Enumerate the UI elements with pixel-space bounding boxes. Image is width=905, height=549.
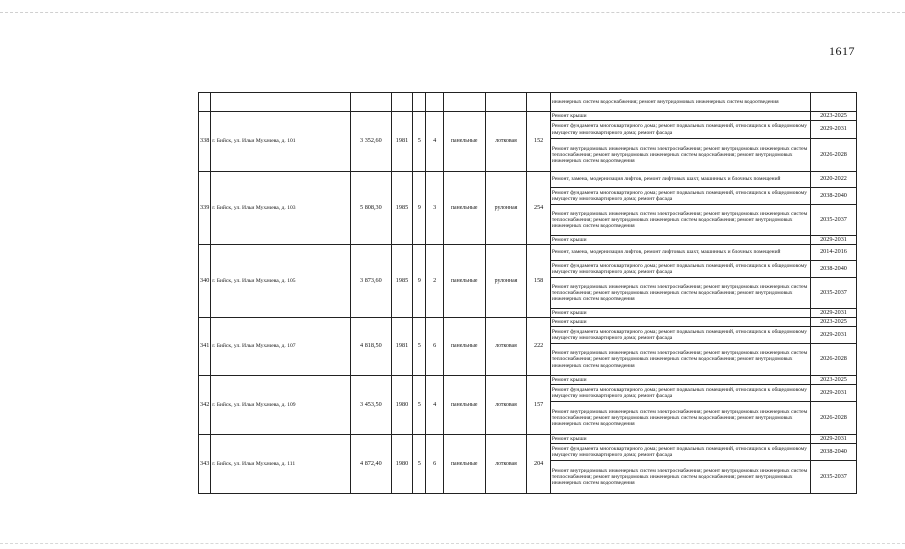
cell-work: Ремонт крыши xyxy=(550,318,810,327)
cell-entrances: 4 xyxy=(426,112,443,172)
cell-roof xyxy=(485,93,527,112)
cell-floors xyxy=(413,93,426,112)
cell-roof: лотковая xyxy=(485,112,527,172)
cell-area: 5 808,30 xyxy=(350,172,391,245)
cell-work: Ремонт фундамента многоквартирного дома; ремонт подвальных помещений, относящихся к общедомовому имуществу многоквартирного дома; ремонт фасада xyxy=(550,327,810,344)
cell-year: 1985 xyxy=(391,245,412,318)
cell-walls: панельные xyxy=(443,172,485,245)
cell-work: Ремонт фундамента многоквартирного дома; ремонт подвальных помещений, относящихся к общедомовому имуществу многоквартирного дома; ремонт фасада xyxy=(550,188,810,205)
cell-work: Ремонт фундамента многоквартирного дома; ремонт подвальных помещений, относящихся к общедомовому имуществу многоквартирного дома; ремонт фасада xyxy=(550,121,810,139)
cell-year: 1980 xyxy=(391,376,412,435)
cell-apartments: 152 xyxy=(527,112,550,172)
cell-area: 3 873,60 xyxy=(350,245,391,318)
cell-floors: 5 xyxy=(413,318,426,376)
cell-work: Ремонт крыши xyxy=(550,236,810,245)
cell-period: 2029-2031 xyxy=(810,435,856,444)
cell-work: Ремонт внутридомовых инженерных систем электроснабжения; ремонт внутридомовых инженерных систем теплоснабжения; ремонт внутридомовых инженерных систем водоснабжения; ремонт внутридомовых инженерных систем водоотведения xyxy=(550,402,810,435)
scan-artifact-bottom xyxy=(0,543,905,544)
cell-period: 2023-2025 xyxy=(810,376,856,385)
cell-apartments: 222 xyxy=(527,318,550,376)
cell-period: 2038-2040 xyxy=(810,444,856,461)
cell-period xyxy=(810,93,856,112)
cell-period: 2029-2031 xyxy=(810,121,856,139)
cell-period: 2035-2037 xyxy=(810,205,856,236)
cell-apartments: 204 xyxy=(527,435,550,494)
cell-walls: панельные xyxy=(443,245,485,318)
table-row-building xyxy=(199,245,857,261)
cell-apartments: 158 xyxy=(527,245,550,318)
cell-year xyxy=(391,93,412,112)
cell-period: 2029-2031 xyxy=(810,309,856,318)
cell-num: 341 xyxy=(199,318,211,376)
page-number: 1617 xyxy=(829,44,855,58)
cell-period: 2029-2031 xyxy=(810,327,856,344)
cell-entrances xyxy=(426,93,443,112)
cell-period: 2023-2025 xyxy=(810,112,856,121)
cell-work: Ремонт крыши xyxy=(550,376,810,385)
cell-period: 2026-2028 xyxy=(810,402,856,435)
cell-period: 2038-2040 xyxy=(810,261,856,278)
cell-num: 343 xyxy=(199,435,211,494)
cell-walls: панельные xyxy=(443,318,485,376)
cell-work: Ремонт внутридомовых инженерных систем электроснабжения; ремонт внутридомовых инженерных систем теплоснабжения; ремонт внутридомовых инженерных систем водоснабжения; ремонт внутридомовых инженерных систем водоотведения xyxy=(550,278,810,309)
cell-address: г. Бийск, ул. Ильи Мухачева, д. 101 xyxy=(211,112,351,172)
cell-period: 2026-2028 xyxy=(810,139,856,172)
cell-floors: 5 xyxy=(413,435,426,494)
cell-address: г. Бийск, ул. Ильи Мухачева, д. 105 xyxy=(211,245,351,318)
cell-floors: 5 xyxy=(413,112,426,172)
cell-floors: 9 xyxy=(413,172,426,245)
cell-period: 2035-2037 xyxy=(810,461,856,494)
cell-address: г. Бийск, ул. Ильи Мухачева, д. 107 xyxy=(211,318,351,376)
cell-work: Ремонт внутридомовых инженерных систем электроснабжения; ремонт внутридомовых инженерных систем теплоснабжения; ремонт внутридомовых инженерных систем водоснабжения; ремонт внутридомовых инженерных систем водоотведения xyxy=(550,139,810,172)
cell-period: 2029-2031 xyxy=(810,236,856,245)
cell-address: г. Бийск, ул. Ильи Мухачева, д. 109 xyxy=(211,376,351,435)
table-row-building xyxy=(199,376,857,385)
repair-program-table xyxy=(198,92,857,494)
cell-roof: лотковая xyxy=(485,376,527,435)
cell-entrances: 6 xyxy=(426,435,443,494)
table-row-carryover xyxy=(199,93,857,112)
scan-artifact-top xyxy=(0,12,905,13)
cell-roof: лотковая xyxy=(485,318,527,376)
table-row-building xyxy=(199,172,857,188)
cell-work: Ремонт крыши xyxy=(550,435,810,444)
cell-num xyxy=(199,93,211,112)
cell-period: 2014-2016 xyxy=(810,245,856,261)
cell-work: Ремонт крыши xyxy=(550,309,810,318)
cell-work: Ремонт фундамента многоквартирного дома; ремонт подвальных помещений, относящихся к общедомовому имуществу многоквартирного дома; ремонт фасада xyxy=(550,444,810,461)
cell-work: Ремонт, замена, модернизация лифтов, ремонт лифтовых шахт, машинных и блочных помещений xyxy=(550,245,810,261)
cell-walls: панельные xyxy=(443,435,485,494)
cell-walls: панельные xyxy=(443,376,485,435)
cell-apartments xyxy=(527,93,550,112)
cell-entrances: 2 xyxy=(426,245,443,318)
cell-address xyxy=(211,93,351,112)
cell-roof: рулонная xyxy=(485,245,527,318)
table-row-building xyxy=(199,435,857,444)
cell-work: Ремонт фундамента многоквартирного дома; ремонт подвальных помещений, относящихся к общедомовому имуществу многоквартирного дома; ремонт фасада xyxy=(550,385,810,402)
table-row-building xyxy=(199,112,857,121)
cell-period: 2038-2040 xyxy=(810,188,856,205)
cell-work: Ремонт крыши xyxy=(550,112,810,121)
cell-entrances: 3 xyxy=(426,172,443,245)
cell-apartments: 157 xyxy=(527,376,550,435)
cell-area: 3 352,60 xyxy=(350,112,391,172)
cell-period: 2020-2022 xyxy=(810,172,856,188)
cell-area: 3 453,50 xyxy=(350,376,391,435)
cell-year: 1981 xyxy=(391,318,412,376)
cell-year: 1981 xyxy=(391,112,412,172)
cell-work: Ремонт внутридомовых инженерных систем электроснабжения; ремонт внутридомовых инженерных систем теплоснабжения; ремонт внутридомовых инженерных систем водоснабжения; ремонт внутридомовых инженерных систем водоотведения xyxy=(550,344,810,376)
cell-work: Ремонт фундамента многоквартирного дома; ремонт подвальных помещений, относящихся к общедомовому имуществу многоквартирного дома; ремонт фасада xyxy=(550,261,810,278)
cell-num: 338 xyxy=(199,112,211,172)
cell-period: 2029-2031 xyxy=(810,385,856,402)
cell-roof: лотковая xyxy=(485,435,527,494)
cell-entrances: 6 xyxy=(426,318,443,376)
cell-num: 340 xyxy=(199,245,211,318)
cell-work: Ремонт внутридомовых инженерных систем электроснабжения; ремонт внутридомовых инженерных систем теплоснабжения; ремонт внутридомовых инженерных систем водоснабжения; ремонт внутридомовых инженерных систем водоотведения xyxy=(550,205,810,236)
cell-walls xyxy=(443,93,485,112)
cell-address: г. Бийск, ул. Ильи Мухачева, д. 111 xyxy=(211,435,351,494)
cell-num: 342 xyxy=(199,376,211,435)
cell-floors: 5 xyxy=(413,376,426,435)
cell-work: Ремонт внутридомовых инженерных систем электроснабжения; ремонт внутридомовых инженерных систем теплоснабжения; ремонт внутридомовых инженерных систем водоснабжения; ремонт внутридомовых инженерных систем водоотведения xyxy=(550,461,810,494)
cell-entrances: 4 xyxy=(426,376,443,435)
cell-address: г. Бийск, ул. Ильи Мухачева, д. 103 xyxy=(211,172,351,245)
cell-work: Ремонт, замена, модернизация лифтов, ремонт лифтовых шахт, машинных и блочных помещений xyxy=(550,172,810,188)
cell-area xyxy=(350,93,391,112)
cell-work: инженерных систем водоснабжения; ремонт внутридомовых инженерных систем водоотведения xyxy=(550,93,810,112)
cell-period: 2035-2037 xyxy=(810,278,856,309)
cell-walls: панельные xyxy=(443,112,485,172)
cell-year: 1985 xyxy=(391,172,412,245)
table-row-building xyxy=(199,318,857,327)
cell-year: 1980 xyxy=(391,435,412,494)
table-body xyxy=(199,93,857,494)
cell-floors: 9 xyxy=(413,245,426,318)
cell-roof: рулонная xyxy=(485,172,527,245)
cell-area: 4 818,50 xyxy=(350,318,391,376)
cell-num: 339 xyxy=(199,172,211,245)
cell-period: 2023-2025 xyxy=(810,318,856,327)
cell-area: 4 872,40 xyxy=(350,435,391,494)
cell-period: 2026-2028 xyxy=(810,344,856,376)
cell-apartments: 254 xyxy=(527,172,550,245)
